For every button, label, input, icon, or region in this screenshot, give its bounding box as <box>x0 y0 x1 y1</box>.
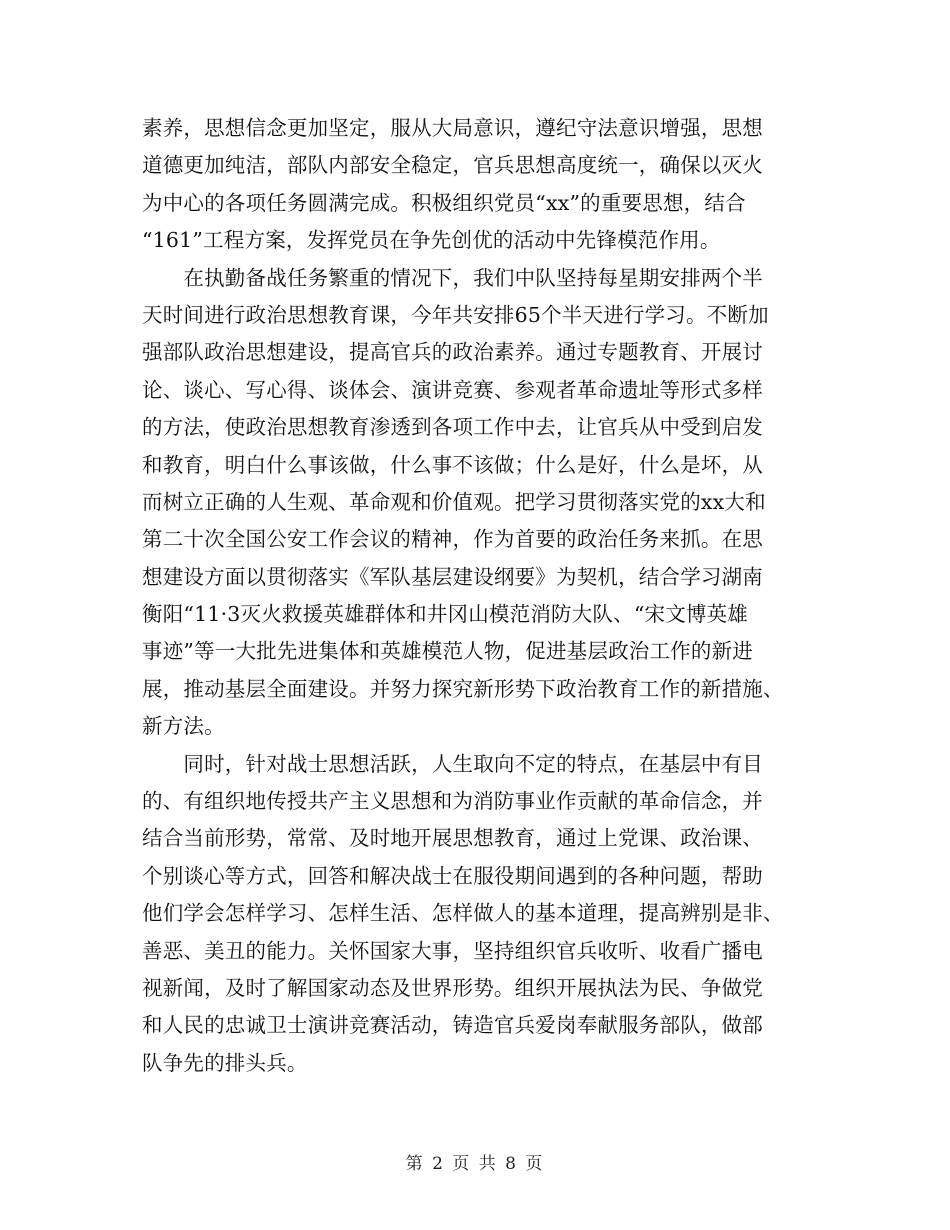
page-number-footer: 第 2 页 共 8 页 <box>405 1154 545 1174</box>
text-line: 新方法。 <box>142 714 225 739</box>
text-line: 第二十次全国公安工作会议的精神，作为首要的政治任务来抓。在思 <box>142 527 763 552</box>
body-text <box>142 110 812 1082</box>
text-line: 善恶、美丑的能力。关怀国家大事，坚持组织官兵收听、收看广播电 <box>142 938 763 963</box>
text-line: 强部队政治思想建设，提高官兵的政治素养。通过专题教育、开展讨 <box>142 340 763 365</box>
text-line: 为中心的各项任务圆满完成。积极组织党员“xx”的重要思想，结合 <box>142 190 746 215</box>
text-line: 队争先的排头兵。 <box>142 1050 308 1075</box>
text-line: 素养，思想信念更加坚定，服从大局意识，遵纪守法意识增强，思想 <box>142 116 763 140</box>
text-line: 他们学会怎样学习、怎样生活、怎样做人的基本道理，提高辨别是非、 <box>142 901 784 926</box>
text-line: 想建设方面以贯彻落实《军队基层建设纲要》为契机，结合学习湖南 <box>142 564 763 589</box>
text-line: 而树立正确的人生观、革命观和价值观。把学习贯彻落实党的xx大和 <box>142 489 766 514</box>
text-line: 在执勤备战任务繁重的情况下，我们中队坚持每星期安排两个半 <box>142 265 763 290</box>
text-line: 事迹”等一大批先进集体和英雄模范人物，促进基层政治工作的新进 <box>142 639 753 664</box>
text-line: 的方法，使政治思想教育渗透到各项工作中去，让官兵从中受到启发 <box>142 415 763 440</box>
text-line: 视新闻，及时了解国家动态及世界形势。组织开展执法为民、争做党 <box>142 975 763 1000</box>
text-line: 天时间进行政治思想教育课，今年共安排65个半天进行学习。不断加 <box>142 302 769 327</box>
text-line: 衡阳“11·3灭火救援英雄群体和井冈山模范消防大队、“宋文博英雄 <box>142 602 749 627</box>
text-line: 论、谈心、写心得、谈体会、演讲竞赛、参观者革命遗址等形式多样 <box>142 377 763 402</box>
text-line: 结合当前形势，常常、及时地开展思想教育，通过上党课、政治课、 <box>142 826 763 851</box>
text-line: 和教育，明白什么事该做，什么事不该做；什么是好，什么是坏，从 <box>142 452 763 477</box>
text-line: 道德更加纯洁，部队内部安全稳定，官兵思想高度统一，确保以灭火 <box>142 153 763 178</box>
text-line: 的、有组织地传授共产主义思想和为消防事业作贡献的革命信念，并 <box>142 789 763 814</box>
text-line: 同时，针对战士思想活跃，人生取向不定的特点，在基层中有目 <box>142 751 763 776</box>
text-line: “161”工程方案，发挥党员在争先创优的活动中先锋模范作用。 <box>142 228 721 253</box>
text-line: 展，推动基层全面建设。并努力探究新形势下政治教育工作的新措施、 <box>142 676 784 701</box>
text-line: 个别谈心等方式，回答和解决战士在服役期间遇到的各种问题，帮助 <box>142 863 763 888</box>
text-line: 和人民的忠诚卫士演讲竞赛活动，铸造官兵爱岗奉献服务部队，做部 <box>142 1013 763 1038</box>
